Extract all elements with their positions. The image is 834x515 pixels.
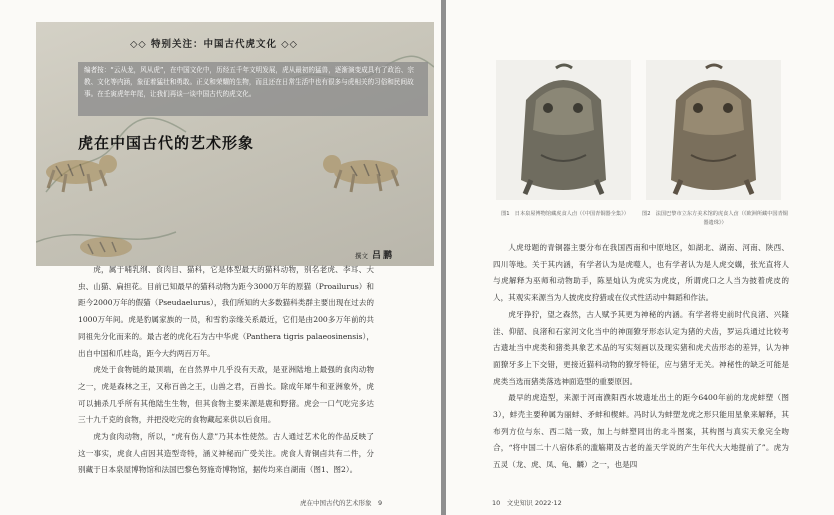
- right-page: [446, 0, 834, 515]
- left-body-text: [78, 262, 374, 479]
- right-folio: 10 文史知识 2022·12: [492, 499, 562, 507]
- right-body-text: [493, 240, 789, 474]
- paragraph: 虎为食肉动物，所以，“虎有伤人意”乃其本性使然。古人通过艺术化的作品反映了这一事实，虎食人卣因其造型奇特，涵义神秘而广受关注。虎食人青铜卣共有二件，分别藏于日本泉屋博物馆和法国巴黎色努施奇博物馆，据传均来自湖南（图1、图2）。: [78, 432, 374, 475]
- figure-1-caption: 图1 日本泉屋博物馆藏虎食人卣（《中国青铜器全集》）: [501, 211, 629, 217]
- editor-note: 编者按：“云从龙，风从虎”，在中国文化中，历经五千年文明发展，虎从最初的猛兽，逐渐演变成具有了政治、宗教、文化等内涵，象征着猛壮和勇敢。正义和荣耀的生物，而且还在日常生活中也有很多与虎相关的习俗和民间故事。在壬寅虎年年尾，让我们再谈一谈中国古代的虎文化。: [78, 62, 428, 116]
- tiger-figure-bottom: [80, 237, 132, 257]
- tiger-figure-left: [46, 155, 117, 192]
- paragraph: 最早的虎造型，来源于河南濮阳西水坡遗址出土的距今6400年前的龙虎蚌塑（图3），蚌壳主要种属为丽蚌、矛蚌和楔蚌。冯时认为蚌塑龙虎之形只能用星象来解释，其布列方位与东、西二陆一致，加上与蚌塑同出的北斗图案，其构图与真实天象完全吻合，“将中国二十八宿体系的滥觞期及古老的盖天学说的产生年代大大地提前了”。虎为五灵（龙、虎、凤、龟、麟）之一，也是四: [493, 393, 789, 470]
- paragraph: 人虎母题的青铜器主要分布在我国西南和中原地区，如湖北、湖南、河南、陕西、四川等地。关于其内涵，有学者认为是虎噬人，也有学者认为是人虎交媾，张光直将人与虎解释为巫师和动物助手，陈星灿认为虎实为虎皮，所谓虎口之人当为披着虎皮的人，其观实来源当为人披虎皮狩猎或在仪式性活动中舞蹈和作法。: [493, 243, 789, 303]
- left-folio: 虎在中国古代的艺术形象 9: [300, 499, 383, 507]
- paragraph: 虎处于食物链的最顶端，在自然界中几乎没有天敌，是亚洲陆地上最强的食肉动物之一，虎是森林之王，又称百兽之王，山兽之君，百兽长。除成年犀牛和亚洲象外，虎可以捕杀几乎所有其他陆生生物，但其食物主要来源是鹿和野猪。虎会一口气吃完多达三十九千克的食物，并把没吃完的食物藏起来供以后食用。: [78, 365, 374, 425]
- paragraph: 虎牙狰狞，望之森然，古人赋予其更为神秘的内涵。有学者将史前时代良渚、兴隆洼、仰韶、良渚和石家河文化当中的神面獠牙形态认定为猪的犬齿，罗运兵通过比较考古遗址当中虎类和猪类具象艺术品的写实刻画以及现实猪和虎犬齿形态的差异，认为神面獠牙多上下交错，更接近猫科动物的獠牙特征，应与猪牙无关。神秘性的缺乏可能是虎类当选而猪类落选神面造型的重要原因。: [493, 309, 789, 386]
- figure-1-bronze-vessel: [496, 60, 631, 200]
- tiger-figure-right: [323, 155, 398, 192]
- author-prefix: 撰文: [355, 252, 368, 260]
- figure-2-caption: 图2 法国巴黎市立东方美术馆的虎食人卣（《欧洲所藏中国青铜器遗珠》）: [642, 211, 788, 226]
- author-name: 吕鹏: [372, 251, 395, 261]
- paragraph: 虎，属于哺乳纲、食肉目、猫科，它是体型最大的猫科动物，别名老虎、李耳、大虫、山猫、扁担花。目前已知最早的猫科动物为距今3000万年的原猫（Proailurus）和距今2000万年的假猫（Pseudaelurus），我们所知的大多数猫科类群主要出现在过去的1000万年间。虎是豹属家族的一员，和雪豹亲缘关系最近，它们是由200多万年前的共同祖先分化而来的。最古老的虎化石为古中华虎（Panthera tigris palaeosinensis），出自中国和爪哇岛，距今大约两百万年。: [78, 265, 374, 358]
- article-title: 虎在中国古代的艺术形象: [78, 134, 255, 152]
- author-byline: [355, 248, 394, 261]
- figure-2-bronze-vessel: [646, 60, 781, 200]
- section-topic: ◇◇ 特别关注：中国古代虎文化 ◇◇: [130, 39, 298, 50]
